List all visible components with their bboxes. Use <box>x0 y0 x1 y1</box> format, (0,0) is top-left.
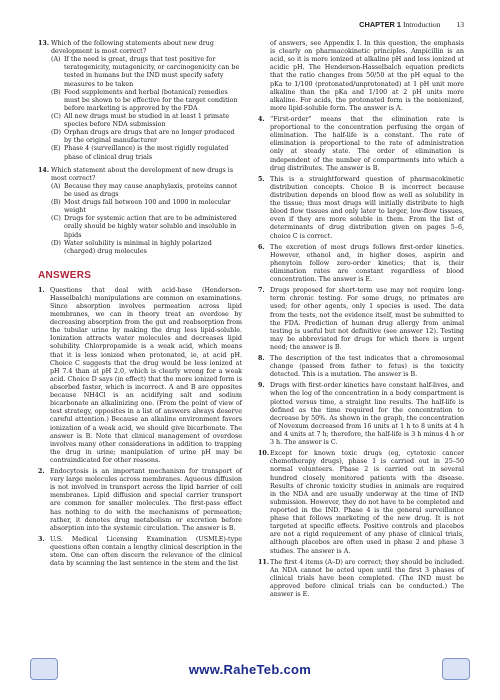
option-letter: (E) <box>51 145 61 153</box>
answer-item <box>38 536 242 568</box>
answers-heading: ANSWERS <box>38 269 92 281</box>
option-letter: (A) <box>51 182 61 190</box>
option-text: If the need is great, drugs that test positive for teratogenicity, mutagenicity, or carcinogenicity can be tested in humans but the IND must specify safety measures to be taken <box>64 56 240 88</box>
answer-option <box>51 240 242 256</box>
right-column <box>258 40 464 602</box>
answer-text: of answers, see Appendix I. In this question, the emphasis is clearly on pharmacokinetic principles. Ampicillin is an acid, so it is more ionized at alkaline pH and less ionized at acidic pH. The Henderson-Hasselbalch equation predicts that the ratio changes from 50/50 at the pH equal to the pKa to 1/100 (protonated/unprotonated) at 1 pH unit more alkaline than the pKa and 1/100 at 2 pH units more alkaline. For acids, the protonated form is the nonionized, more lipid-soluble form. The answer is A. <box>270 40 464 112</box>
answer-number <box>258 40 270 113</box>
option-text: Most drugs fall between 100 and 1000 in molecular weight <box>64 199 231 215</box>
answer-number: 3. <box>38 535 45 543</box>
answer-list-right <box>258 40 464 599</box>
site-logo <box>30 658 58 680</box>
option-text: Orphan drugs are drugs that are no longer produced by the original manufacturer <box>64 129 235 145</box>
answer-option <box>51 145 242 161</box>
site-logo-right <box>442 658 470 680</box>
answer-text: Questions that deal with acid-base (Henderson-Hasselbalch) manipulations are common on examinations. Since absorption involves permeation across lipid membranes, we can in theory treat an overdose by decreasing absorption from the gut and reabsorption from the tubular urine by making the drug less lipid-soluble. Ionization attracts water molecules and decreases lipid solubility. Chlorpropamide is a weak acid, which means that it is less ionized when protonated, ie, at acid pH. Choice C suggests that the drug would be less ionized at pH 7.4 than at pH 2.0, which is clearly wrong for a weak acid. Choice D says (in effect) that the more ionized form is absorbed faster, which is incorrect. A and B are opposites because NH4Cl is an acidifying salt and sodium bicarbonate an alkalinizing one. (From the point of view of test strategy, opposites in a list of answers always deserve careful attention.) Because an alkaline environment favors ionization of a weak acid, we should give bicarbonate. The answer is B. Note that clinical management of overdose involves many other considerations in addition to trapping the drug in urine; manipulation of urine pH may be contraindicated for other reasons. <box>50 286 242 464</box>
option-letter: (D) <box>51 239 62 247</box>
option-letter: (D) <box>51 129 62 137</box>
option-text: Food supplements and herbal (botanical) remedies must be shown to be effective for the target condition before marketing is approved by the FDA <box>64 88 238 112</box>
answer-item <box>258 559 464 600</box>
answer-item <box>38 287 242 465</box>
option-letter: (B) <box>51 88 61 96</box>
answer-option <box>51 215 242 239</box>
option-letter: (C) <box>51 112 61 120</box>
watermark-url: www.RaheTeb.com <box>188 661 312 677</box>
option-letter: (B) <box>51 199 61 207</box>
answer-item <box>38 468 242 533</box>
answer-number: 8. <box>258 355 265 363</box>
answer-text: The first 4 items (A–D) are correct; they should be included. An NDA cannot be acted upon until the first 3 phases of clinical trials have been completed. (The IND must be approved before clinical trials can be conducted.) The answer is E. <box>270 558 464 599</box>
answer-item <box>258 382 464 447</box>
answer-number: 2. <box>38 468 45 476</box>
question-number: 13. <box>38 40 50 47</box>
answer-number: 5. <box>258 175 265 183</box>
answer-text: U.S. Medical Licensing Examination (USMLE)-type questions often contain a lengthy clinical description in the stem. One can often discern the relevance of the clinical data by scanning the last sentence in the stem and the list <box>50 535 242 568</box>
question-body <box>51 167 242 256</box>
option-text: Because they may cause anaphylaxis, proteins cannot be used as drugs <box>64 182 238 198</box>
question-list <box>38 40 242 256</box>
answer-option <box>51 89 242 113</box>
answer-item <box>258 40 464 113</box>
chapter-title: Introduction <box>402 20 441 29</box>
answer-option <box>51 199 242 215</box>
answer-text: Drugs proposed for short-term use may not require long-term chronic testing. For some drugs, no primates are used; for other agents, only 1 species is used. The data from the tests, not the evidence itself, must be submitted to the FDA. Prediction of human drug allergy from animal testing is useful but not definitive (see answer 12). Testing may be abbreviated for drugs for which there is urgent need; the answer is B. <box>270 287 464 351</box>
question-stem: Which of the following statements about new drug development is most correct? <box>51 40 214 56</box>
answer-number: 6. <box>258 243 265 251</box>
answer-item <box>258 244 464 285</box>
question-item <box>38 40 242 162</box>
answer-text: The description of the test indicates that a chromosomal change (passed from father to fetus) is the toxicity detected. This is a mutation. The answer is B. <box>270 355 464 379</box>
answer-item <box>258 450 464 555</box>
answer-text: This is a straightforward question of pharmacokinetic distribution concepts. Choice B is incorrect because distribution depends on blood flow as well as solubility in the tissue; thus most drugs will initially distribute to high blood flow tissues and only later to larger, low-flow tissues, even if they are more soluble in them. From the list of determinants of drug distribution given on pages 5–6, choice C is correct. <box>270 175 464 240</box>
answer-number: 9. <box>258 382 265 390</box>
answer-list-left <box>38 287 242 569</box>
option-text: All new drugs must be studied in at least 1 primate species before NDA submission <box>64 112 230 129</box>
answer-number: 7. <box>258 287 265 295</box>
answer-text: “First-order” means that the elimination rate is proportional to the concentration perfusing the organ of elimination. The half-life is a constant. The rate of elimination is proportional to the rate of administration only at steady state. The order of elimination is independent of the number of compartments into which a drug distributes. The answer is B. <box>270 115 464 172</box>
answer-text: The excretion of most drugs follows first-order kinetics. However, ethanol and, in higher doses, aspirin and phenytoin follow zero-order kinetics; that is, their elimination rates are constant regardless of blood concentration. The answer is E. <box>270 243 464 284</box>
answer-number: 1. <box>38 286 45 294</box>
option-text: Water solubility is minimal in highly polarized (charged) drug molecules <box>64 239 212 255</box>
watermark-banner <box>30 656 470 682</box>
answer-item <box>258 287 464 352</box>
answer-item <box>258 116 464 173</box>
answer-text: Except for known toxic drugs (eg, cytotoxic cancer chemotherapy drugs), phase 1 is carried out in 25–50 normal volunteers. Phase 2 is carried out in several hundred closely monitored patients with the disease. Results of chronic toxicity studies in animals are required in the NDA and are usually underway at the time of IND submission. However, they do not have to be completed and reported in the IND. Phase 4 is the general surveillance phase that follows marketing of the new drug. It is not targeted at specific effects. Positive controls and placebos are not a rigid requirement of any phase of clinical trials, although placebos are often used in phase 2 and phase 3 studies. The answer is A. <box>270 450 464 555</box>
answer-text: Drugs with first-order kinetics have constant half-lives, and when the log of the concentration in a body compartment is plotted versus time, a straight line results. The half-life is defined as the time required for the concentration to decrease by 50%. As shown in the graph, the concentration of Novexum decreased from 16 units at 1 h to 8 units at 4 h and 4 units at 7 h; therefore, the half-life is 3 h minus 4 h or 3 h. The answer is C. <box>270 382 464 447</box>
answer-option <box>51 113 242 129</box>
option-letter: (A) <box>51 56 61 64</box>
answer-number: 11. <box>258 558 270 566</box>
option-letter: (C) <box>51 215 61 223</box>
answer-option <box>51 56 242 88</box>
page-number: 13 <box>456 20 464 29</box>
answer-text: Endocytosis is an important mechanism for transport of very large molecules across membranes. Aqueous diffusion is not involved in transport across the lipid barrier of cell membranes. Lipid diffusion and special carrier transport are common for smaller molecules. The first-pass effect has nothing to do with the mechanisms of permeation; rather, it denotes drug metabolism or excretion before absorption into the systemic circulation. The answer is B. <box>50 468 242 532</box>
left-column <box>38 40 242 571</box>
question-body <box>51 40 242 162</box>
answer-number: 10. <box>258 450 270 458</box>
option-text: Phase 4 (surveillance) is the most rigidly regulated phase of clinical drug trials <box>64 145 229 161</box>
question-item <box>38 167 242 256</box>
question-stem: Which statement about the development of new drugs is most correct? <box>51 166 234 182</box>
running-header <box>359 20 464 29</box>
chapter-label: CHAPTER 1 <box>359 20 402 29</box>
answer-item <box>258 176 464 241</box>
answer-item <box>258 355 464 379</box>
answer-number: 4. <box>258 115 265 123</box>
answer-option <box>51 183 242 199</box>
option-text: Drugs for systemic action that are to be administered orally should be highly water soluble and insoluble in lipids <box>64 215 237 239</box>
question-number: 14. <box>38 166 50 174</box>
answer-option <box>51 129 242 145</box>
